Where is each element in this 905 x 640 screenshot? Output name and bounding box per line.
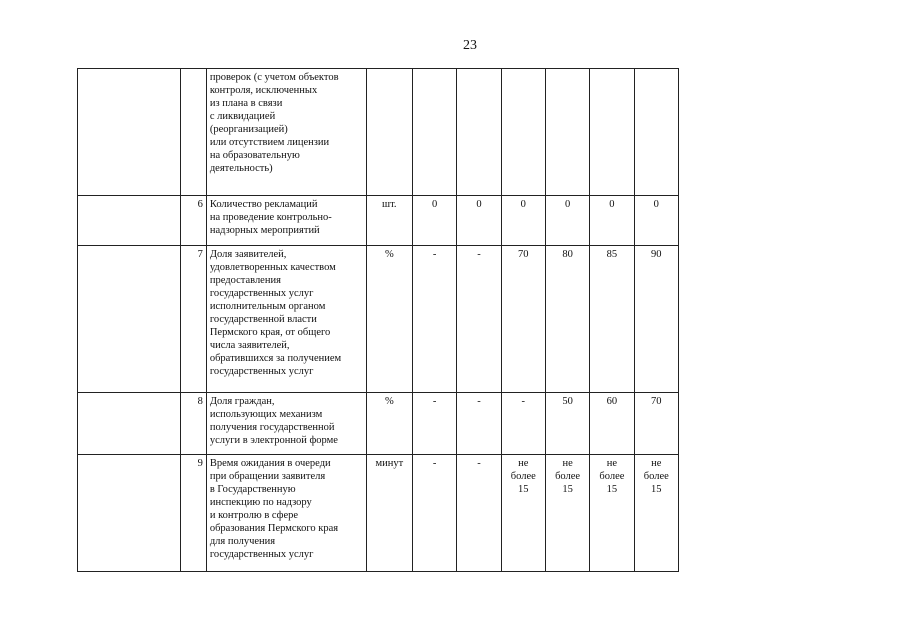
description-line: исполнительным органом — [209, 301, 326, 313]
description-line: государственной власти — [209, 314, 317, 326]
description-line: на проведение контрольно- — [209, 211, 332, 223]
value-cell: - — [413, 454, 457, 571]
description-line: с ликвидацией — [209, 111, 276, 122]
value-cell: 50 — [545, 392, 589, 454]
description-line: Пермского края, от общего — [209, 327, 331, 339]
indicator-description — [206, 69, 366, 196]
table-row — [78, 392, 679, 454]
description-line: удовлетворенных качеством — [209, 262, 336, 274]
value-cell: 85 — [590, 246, 634, 392]
indicator-description — [206, 392, 366, 454]
table-row — [78, 69, 679, 196]
description-line: предоставления — [209, 275, 281, 287]
description-line: (реорганизацией) — [209, 124, 288, 135]
description-line: обратившихся за получением — [209, 353, 342, 365]
value-cell: 0 — [634, 195, 678, 246]
value-cell: 0 — [590, 195, 634, 246]
description-line: контроля, исключенных — [209, 85, 318, 96]
indicators-table — [77, 68, 679, 572]
value-cell: 70 — [634, 392, 678, 454]
description-line: числа заявителей, — [209, 340, 290, 352]
description-line: в Государственную — [209, 483, 296, 495]
value-cell: не более 15 — [590, 454, 634, 571]
table-row — [78, 195, 679, 246]
description-line: из плана в связи — [209, 98, 283, 109]
table-row — [78, 454, 679, 571]
blank-cell — [78, 69, 181, 196]
value-cell: 90 — [634, 246, 678, 392]
value-cell: - — [501, 392, 545, 454]
description-line: использующих механизм — [209, 408, 323, 420]
page-number: 23 — [463, 38, 477, 53]
unit-cell: % — [366, 246, 412, 392]
value-cell: - — [413, 246, 457, 392]
table-row — [78, 246, 679, 392]
description-line: Время ожидания в очереди — [209, 457, 331, 469]
description-line: государственных услуг — [209, 288, 314, 300]
row-number: 8 — [181, 392, 207, 454]
value-cell: 0 — [413, 195, 457, 246]
value-cell: 70 — [501, 246, 545, 392]
description-line: инспекцию по надзору — [209, 496, 312, 508]
indicator-description — [206, 454, 366, 571]
value-cell — [590, 69, 634, 196]
indicator-description — [206, 246, 366, 392]
value-cell: 0 — [501, 195, 545, 246]
description-line: Доля заявителей, — [209, 249, 287, 261]
value-cell: не более 15 — [634, 454, 678, 571]
unit-cell — [366, 69, 412, 196]
blank-cell — [78, 195, 181, 246]
value-cell: 0 — [545, 195, 589, 246]
description-line: на образовательную — [209, 150, 300, 161]
description-line: при обращении заявителя — [209, 470, 326, 482]
description-line: деятельность) — [209, 163, 273, 174]
indicator-description — [206, 195, 366, 246]
blank-cell — [78, 454, 181, 571]
description-line: государственных услуг — [209, 366, 314, 378]
row-number: 7 — [181, 246, 207, 392]
description-line: услуги в электронной форме — [209, 434, 338, 446]
blank-cell — [78, 392, 181, 454]
unit-cell: % — [366, 392, 412, 454]
value-cell: не более 15 — [545, 454, 589, 571]
value-cell — [501, 69, 545, 196]
description-line: для получения — [209, 535, 276, 547]
value-cell: не более 15 — [501, 454, 545, 571]
row-number — [181, 69, 207, 196]
description-line: проверок (с учетом объектов — [209, 72, 339, 83]
value-cell: - — [457, 392, 501, 454]
value-cell — [545, 69, 589, 196]
value-cell: - — [413, 392, 457, 454]
description-line: надзорных мероприятий — [209, 224, 320, 236]
description-line: и контролю в сфере — [209, 509, 299, 521]
value-cell: 80 — [545, 246, 589, 392]
description-line: Доля граждан, — [209, 395, 275, 407]
value-cell — [457, 69, 501, 196]
value-cell: 60 — [590, 392, 634, 454]
unit-cell: шт. — [366, 195, 412, 246]
value-cell — [413, 69, 457, 196]
value-cell: 0 — [457, 195, 501, 246]
value-cell — [634, 69, 678, 196]
description-line: Количество рекламаций — [209, 198, 318, 210]
value-cell: - — [457, 454, 501, 571]
row-number: 9 — [181, 454, 207, 571]
row-number: 6 — [181, 195, 207, 246]
description-line: образования Пермского края — [209, 522, 339, 534]
description-line: государственных услуг — [209, 548, 314, 560]
blank-cell — [78, 246, 181, 392]
value-cell: - — [457, 246, 501, 392]
unit-cell: минут — [366, 454, 412, 571]
description-line: получения государственной — [209, 421, 335, 433]
description-line: или отсутствием лицензии — [209, 137, 330, 148]
